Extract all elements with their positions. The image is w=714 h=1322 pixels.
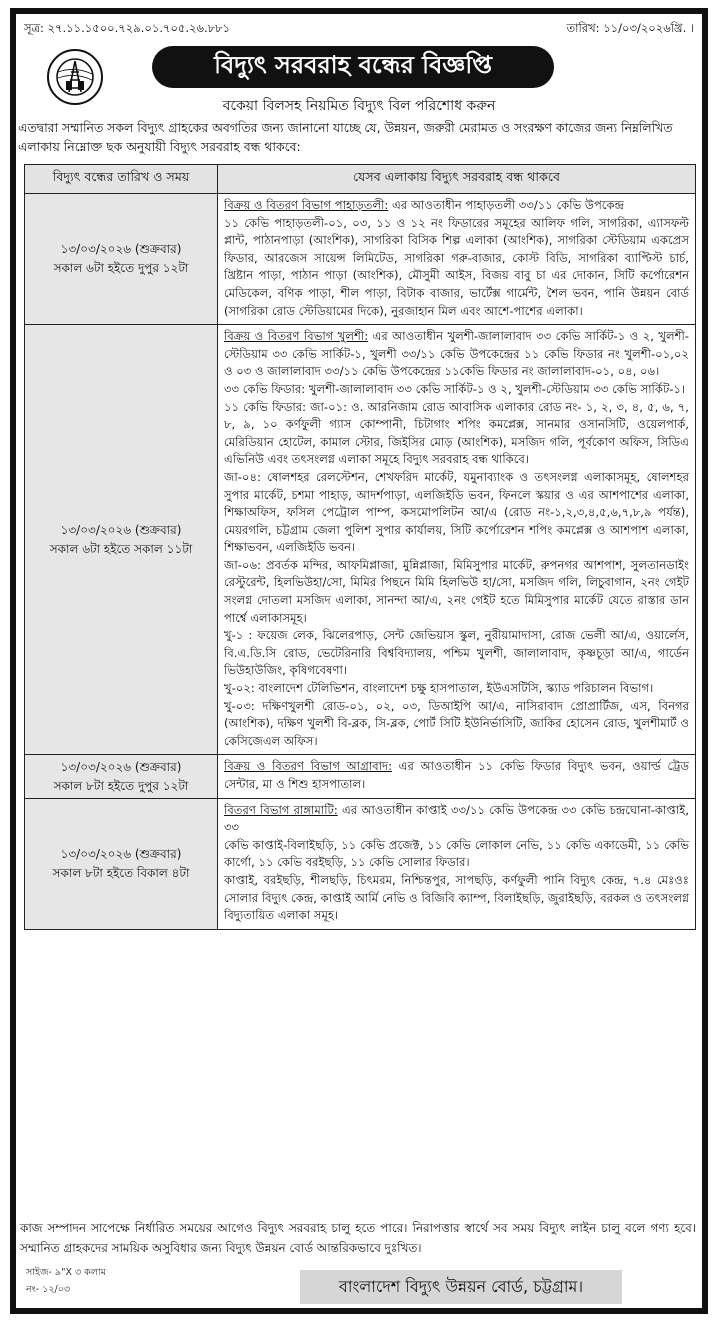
outage-time-cell [25, 755, 218, 798]
outage-time-cell [25, 194, 218, 325]
footer-note: কাজ সম্পাদন সাপেক্ষে নির্ধারিত সময়ের আগেও বিদ্যুৎ সরবরাহ চালু হতে পারে। নিরাপত্তার স্বার্থে সব সময় বিদ্যুৎ লাইন চালু বলে গণ্য হবে। সম্মানিত গ্রাহকদের সাময়িক অসুবিধার জন্য বিদ্যুৎ উন্নয়ন বোর্ড আন্তরিকভাবে দুঃখিত। [20, 1221, 696, 1255]
area-text: এর আওতাধীন ১১ কেভি ফিডার বিদ্যুৎ ভবন, ওয়ার্ল্ড ট্রেড সেন্টার, মা ও শিশু হাসপাতাল। [224, 759, 690, 791]
area-text: এর আওতাধীন খুলশী-জালালাবাদ ৩৩ কেভি সার্কিট-১ ও ২, খুলশী-স্টেডিয়াম ৩৩ কেভি সার্কিট-১, খুলশী ৩৩/১১ কেভি উপকেন্দ্রের ১১ কেভি ফিডার নং খুলশী-০১,০২ ও ০৩ ও জালালাবাদ ৩৩/১১ কেভি উপকেন্দ্রের ১১কেভি ফিডার নং জালালাবাদ-০১, ০৪, ০৬। [224, 329, 689, 379]
table-header-row [25, 165, 696, 194]
column-header-time: বিদ্যুৎ বন্ধের তারিখ ও সময় [25, 165, 218, 194]
schedule-table [24, 164, 696, 930]
area-paragraph: জা-০৬: প্রবর্তক মন্দির, আফমিপ্লাজা, মুন্নিপ্লাজা, মিমিসুপার মার্কেট, রুপনগর আশপাশ, সুলতানডাইং রেস্টুরেন্ট, হিলভিউহা/সো, মিমির পিছনে মিমি হিলভিউ হা/সো, মসজিদ গলি, লিচুবাগান, ২নং গেইট সংলগ্ন দোতলা মসজিদ এলাকা, সানন্দা আ/এ, ২নং গেইট হতে মিমিসুপার মার্কেট যেতে রাস্তার ডান পার্শ্বে এলাকাসমূহ। [224, 557, 689, 625]
area-paragraph: ১১ কেভি পাহাড়তলী-০১, ০৩, ১১ ও ১২ নং ফিডারের সমূহের আলিফ গলি, সাগরিকা, এ্যাসফল্ট প্লান্ট, পাঠানপাড়া (আংশিক), সাগরিকা বিসিক শিল্প এলাকা (আংশিক), সাগরিকা স্টেডিয়াম একপ্রেস ফিডার, আরজেস সায়েন্স লিমিটেড, সাগরিকা গরু-বাজার, কোস্ট বিডি, সাগরিকা ব্যাপ্টিস্ট চার্চ, খ্রিষ্টান পাড়া, পাঠান পাড়া (আংশিক), মৌসুমী আইস, বিজয় বাবু চা এর দোকান, সিটি কর্পোরেশন মেডিকেল, বণিক পাড়া, শীল পাড়া, বিটাক বাজার, ভার্টেক্স গার্মেন্ট, শৈল ভবন, পানি উন্নয়ন বোর্ড (সাগরিকা রোড স্টেডিয়ামের দিকে), নুরজাহান মিল এবং আশে-পাশের এলাকা। [224, 215, 689, 318]
area-text: এর আওতাধীন পাহাড়তলী ৩৩/১১ কেভি উপকেন্দ্র [392, 198, 624, 212]
outage-date: ১৩/০৩/২০২৬ (শুক্রবার) [60, 846, 182, 861]
affected-areas-cell [218, 194, 696, 325]
outage-date: ১৩/০৩/২০২৬ (শুক্রবার) [60, 522, 182, 537]
area-paragraph: খু-০২: বাংলাদেশ টেলিভিশন, বাংলাদেশ চক্ষু হাসপাতাল, ইউএসটিসি, স্ক্যাড পরিচালন বিভাগ। [224, 681, 654, 696]
table-row [25, 798, 696, 929]
division-heading: বিক্রয় ও বিতরণ বিভাগ পাহাড়তলী: [224, 198, 389, 212]
area-paragraph: ১১ কেভি ফিডার: জা-০১: ও. আরনিজাম রোড আবাসিক এলাকার রোড নং- ১, ২, ৩, ৪, ৫, ৬, ৭, ৮, ৯, ১০ কর্ণফুলী গ্যাস কোম্পানী, চিটাগাং শপিং কমপ্লেক্স, সানমার ওসানসিটি, ওয়েলপার্ক, মেরিডিয়ান হোটেল, কামাল স্টোর, জিইসির মোড় (আংশিক), মসজিদ গলি, পূর্বকোণ অফিস, সিডিএ এভিনিউ এবং তৎসংলগ্ন এলাকা সমূহে বিদ্যুৎ সরবরাহ বন্ধ থাকিবে। [224, 399, 689, 467]
area-paragraph [224, 758, 689, 793]
outage-time: সকাল ৮টা হইতে দুপুর ১২টা [53, 778, 189, 793]
reference-number: সূত্র: ২৭.১১.১৫০০.৭২৯.০১.৭০৫.২৬.৮৮১ [24, 21, 231, 35]
area-text: এর আওতাধীন কাপ্তাই ৩৩/১১ কেভি উপকেন্দ্র ৩৩ কেভি চন্দ্রঘোনা-কাপ্তাই, ৩৩ [224, 802, 690, 835]
area-paragraph [224, 328, 689, 381]
column-header-areas: যেসব এলাকায় বিদ্যুৎ সরবরাহ বন্ধ থাকবে [218, 165, 696, 194]
issuer-signature: বাংলাদেশ বিদ্যুৎ উন্নয়ন বোর্ড, চট্টগ্রাম। [300, 1270, 622, 1304]
notice-intro: এতদ্বারা সম্মানিত সকল বিদ্যুৎ গ্রাহকের অবগতির জন্য জানানো যাচ্ছে যে, উন্নয়ন, জরুরী মেরামত ও সংরক্ষণ কাজের জন্য নিম্নলিখিত এলাকায় নিম্নোক্ত ছক অনুযায়ী বিদ্যুৎ সরবরাহ বন্ধ থাকবে: [18, 120, 673, 154]
notice-subtitle: বকেয়া বিলসহ নিয়মিত বিদ্যুৎ বিল পরিশোধ করুন [222, 98, 496, 114]
outage-time-cell [25, 325, 218, 755]
area-paragraph [224, 197, 689, 215]
division-heading: বিতরণ বিভাগ রাঙ্গামাটি: [224, 802, 338, 817]
table-row [25, 325, 696, 755]
affected-areas-cell [218, 798, 696, 929]
ad-size-info [26, 1264, 106, 1298]
area-paragraph: জা-০৪: ষোলশহর রেলস্টেশন, শেখফরিদ মার্কেট, যমুনাব্যাংক ও তৎসংলগ্ন এলাকাসমূহ, ষোলশহর সুপার মার্কেট, চশমা পাহাড়, আদর্শপাড়া, এলজিইডি ভবন, ফিনলে স্কয়ার ও এর আশপাশের এলাকা, শিক্ষাঅফিস, ফসিল পেট্রোল পাম্প, কসমোপলিটন আ/এ (রোড নং-১,২,৩,৪,৫,৬,৭,৮,৯ পর্যন্ত), মেয়রগলি, চট্টগ্রাম জেলা পুলিশ সুপার কার্যালয়, সিটি কর্পোরেশন শপিং কমপ্লেক্স ও আশপাশ এলাকা, শিক্ষাভবন, এলজিইডি ভবন। [224, 469, 689, 555]
outage-time-cell [25, 798, 218, 929]
table-row [25, 755, 696, 798]
affected-areas-cell [218, 755, 696, 798]
division-heading: বিক্রয় ও বিতরণ বিভাগ আগ্রাবাদ: [224, 759, 393, 774]
area-paragraph: কেভি কাপ্তাই-বিলাইছড়ি, ১১ কেভি প্রজেক্ট, ১১ কেভি লোকাল নেভি, ১১ কেভি একাডেমী, ১১ কেভি কার্গো, ১১ কেভি বরইছড়ি, ১১ কেভি সোলার ফিডার। [224, 837, 689, 870]
notice-date: তারিখ: ১১/০৩/২০২৬খ্রি. । [566, 21, 694, 35]
outage-time: সকাল ৬টা হইতে সকাল ১১টা [49, 541, 193, 556]
outage-time: সকাল ৮টা হইতে বিকাল ৪টা [52, 865, 190, 880]
affected-areas-cell [218, 325, 696, 755]
outage-date: ১৩/০৩/২০২৬ (শুক্রবার) [60, 759, 182, 774]
table-row [25, 194, 696, 325]
area-paragraph [224, 802, 689, 837]
division-heading: বিক্রয় ও বিতরণ বিভাগ খুলশী: [224, 329, 369, 344]
area-paragraph: খু-০৩: দক্ষিণখুলশী রোড-০১, ০২, ০৩, ডিআইপি আ/এ, নাসিরাবাদ প্রোপ্রার্টিজ, এস, বিনগর (আংশিক), দক্ষিণ খুলশী বি-ব্লক, সি-ব্লক, পোর্ট সিটি ইউনির্ভাসিটি, জাকির হোসেন রোড, খুলশীমার্ট ও কেসিজেএল অফিস। [224, 698, 689, 748]
area-paragraph: ৩৩ কেভি ফিডার: খুলশী-জালালাবাদ ৩৩ কেভি সার্কিট-১ ও ২, খুলশী-স্টেডিয়াম ৩৩ কেভি সার্কিট-১। [224, 381, 686, 396]
outage-date: ১৩/০৩/২০২৬ (শুক্রবার) [60, 242, 182, 257]
outage-time: সকাল ৬টা হইতে দুপুর ১২টা [53, 261, 189, 276]
area-paragraph: খু-১ : ফয়েজ লেক, ঝিলেরপাড়, সেন্ট জেভিয়াস স্কুল, নুরীয়ামাদাসা, রোজ ভেলী আ/এ, ওয়ার্লেস, বি.এ.ডি.সি রোড, ভেটেরিনারি বিশ্ববিদ্যালয়, পশ্চিম খুলশী, জালালাবাদ, কৃষ্ণচূড়া আ/এ, গার্ডেন ভিউহাউজিং, কৃষিগবেষণা। [224, 628, 689, 678]
notice-title: বিদ্যুৎ সরবরাহ বন্ধের বিজ্ঞপ্তি [152, 46, 554, 88]
ad-size: সাইজ- ৯"X ৩ কলাম [26, 1267, 106, 1278]
ad-number: নং- ১২/০৩ [26, 1284, 71, 1295]
area-paragraph: কাপ্তাই, বরইছড়ি, শীলছড়ি, চিৎমরম, নিশ্চিন্তপুর, সাপছড়ি, কর্ণফুলী পানি বিদ্যুৎ কেন্দ্র, ৭.৪ মেঃওঃ সোলার বিদ্যুৎ কেন্দ্র, কাপ্তাই আর্মি নেভি ও বিজিবি ক্যাম্প, বিলাইছড়ি, জুরাইছড়ি, বরকল ও তৎসংলগ্ন বিদ্যুতায়িত এলাকা সমূহ। [224, 872, 689, 923]
notice-frame [10, 8, 708, 1314]
